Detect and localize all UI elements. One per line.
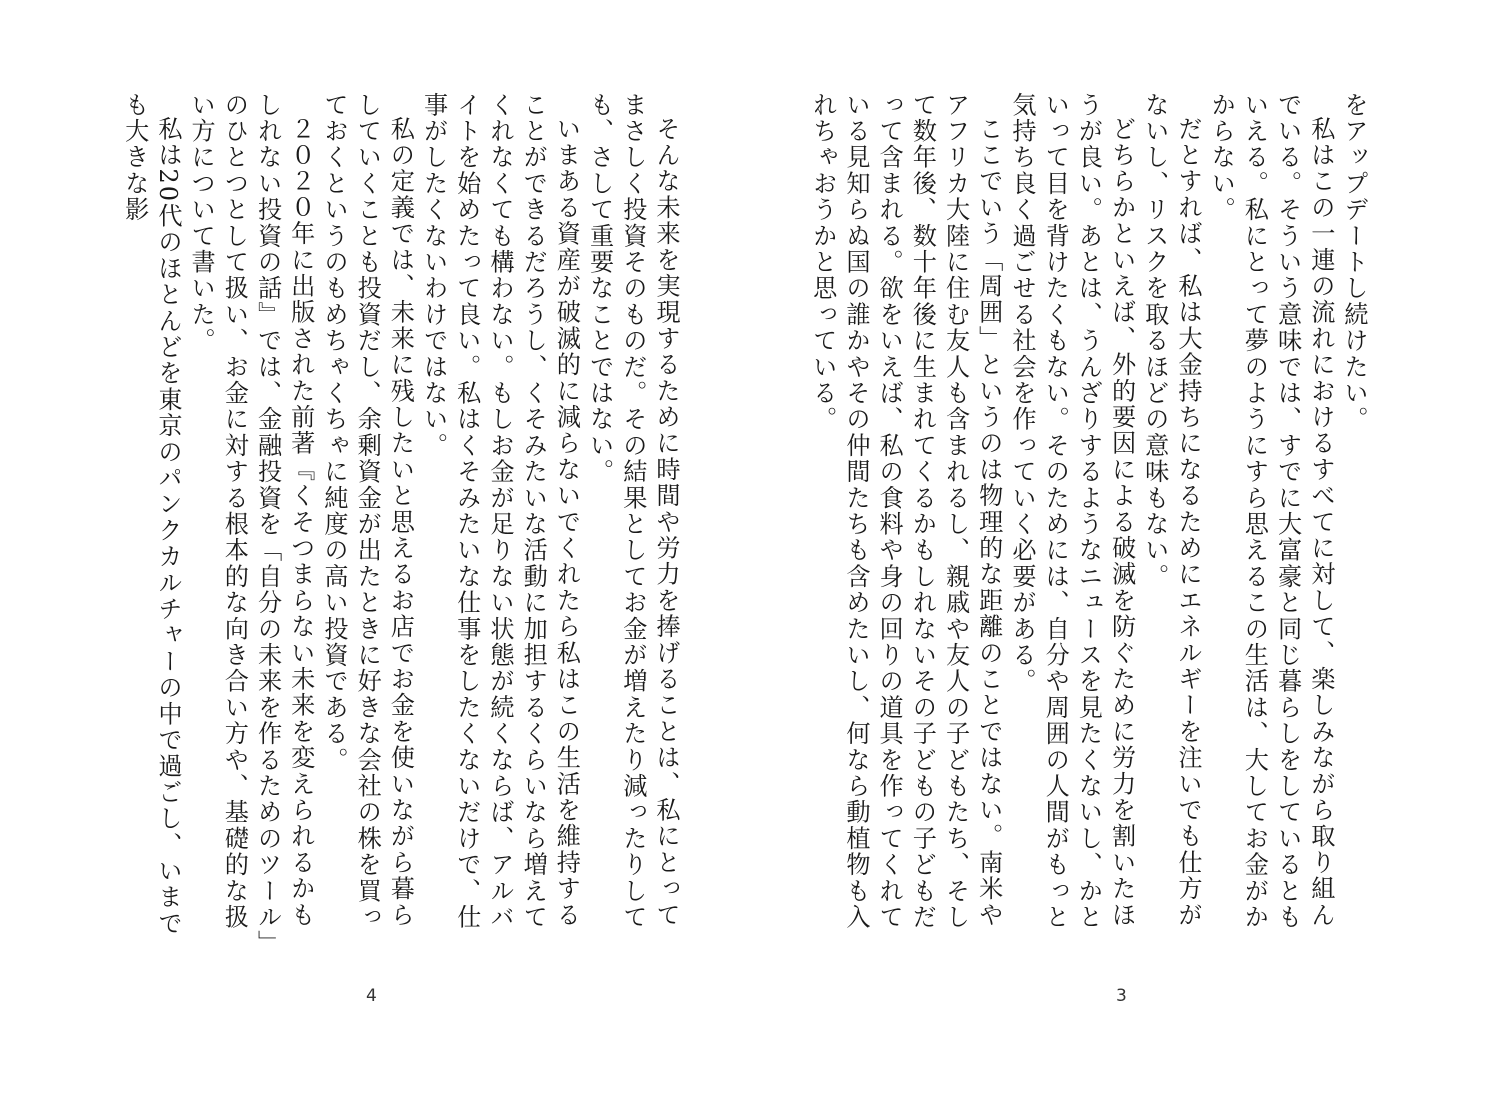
page-number: 4 xyxy=(366,986,377,1006)
paragraph: 私はこの一連の流れにおけるすべてに対して、楽しみながら取り組んでいる。そういう意味では、すでに大富豪と同じ暮らしをしているともいえる。私にとって夢のようにすら思えるこの生活は、大してお金がかからない。 xyxy=(1207,92,1335,931)
paragraph: ２０２０年に出版された前著『くそつまらない未来を変えられるかもしれない投資の話』では、金融投資を「自分の未来を作るためのツール」のひとつとして扱い、お金に対する根本的な向き合い方や、基礎的な扱い方について書いた。 xyxy=(187,92,315,945)
left-page-text xyxy=(102,92,682,952)
right-page-text xyxy=(808,92,1370,952)
paragraph: だとすれば、私は大金持ちになるためにエネルギーを注いでも仕方がないし、リスクを取るほどの意味もない。 xyxy=(1140,92,1202,929)
paragraph: どちらかといえば、外的要因による破滅を防ぐために労力を割いたほうが良い。あとは、うんざりするようなニュースを見たくないし、かといって目を背けたくもない。そのためには、自分や周囲の人間がもっと気持ち良く過ごせる社会を作っていく必要がある。 xyxy=(1007,92,1136,931)
paragraph: そんな未来を実現するために時間や労力を捧げることは、私にとってまさしく投資そのものだ。その結果としてお金が増えたり減ったりしても、さして重要なことではない。 xyxy=(585,92,680,931)
page-number: 3 xyxy=(1116,986,1127,1006)
right-page xyxy=(750,0,1500,1100)
paragraph: ここでいう「周囲」というのは物理的な距離のことではない。南米やアフリカ大陸に住む友人も含まれるし、親戚や友人の子どもたち、そして数年後、数十年後に生まれてくるかもしれないその子どもの子どもだって含まれる。欲をいえば、私の食料や身の回りの道具を作ってくれている見知らぬ国の誰かやその仲間たちも含めたいし、何なら動植物も入れちゃおうかと思っている。 xyxy=(808,92,1003,931)
paragraph: いまある資産が破滅的に減らないでくれたら私はこの生活を維持することができるだろうし、くそみたいな活動に加担するくらいなら増えてくれなくても構わない。もしお金が足りない状態が続くならば、アルバイトを始めたって良い。私はくそみたいな仕事をしたくないだけで、仕事がしたくないわけではない。 xyxy=(419,92,581,931)
paragraph: をアップデートし続けたい。 xyxy=(1340,92,1368,433)
paragraph: 私は20代のほとんどを東京のパンクカルチャーの中で過ごし、いまでも大きな影 xyxy=(120,92,182,937)
paragraph: 私の定義では、未来に残したいと思えるお店でお金を使いながら暮らしていくことも投資だし、余剰資金が出たときに好きな会社の株を買っておくというのもめちゃくちゃに純度の高い投資である。 xyxy=(319,92,415,931)
